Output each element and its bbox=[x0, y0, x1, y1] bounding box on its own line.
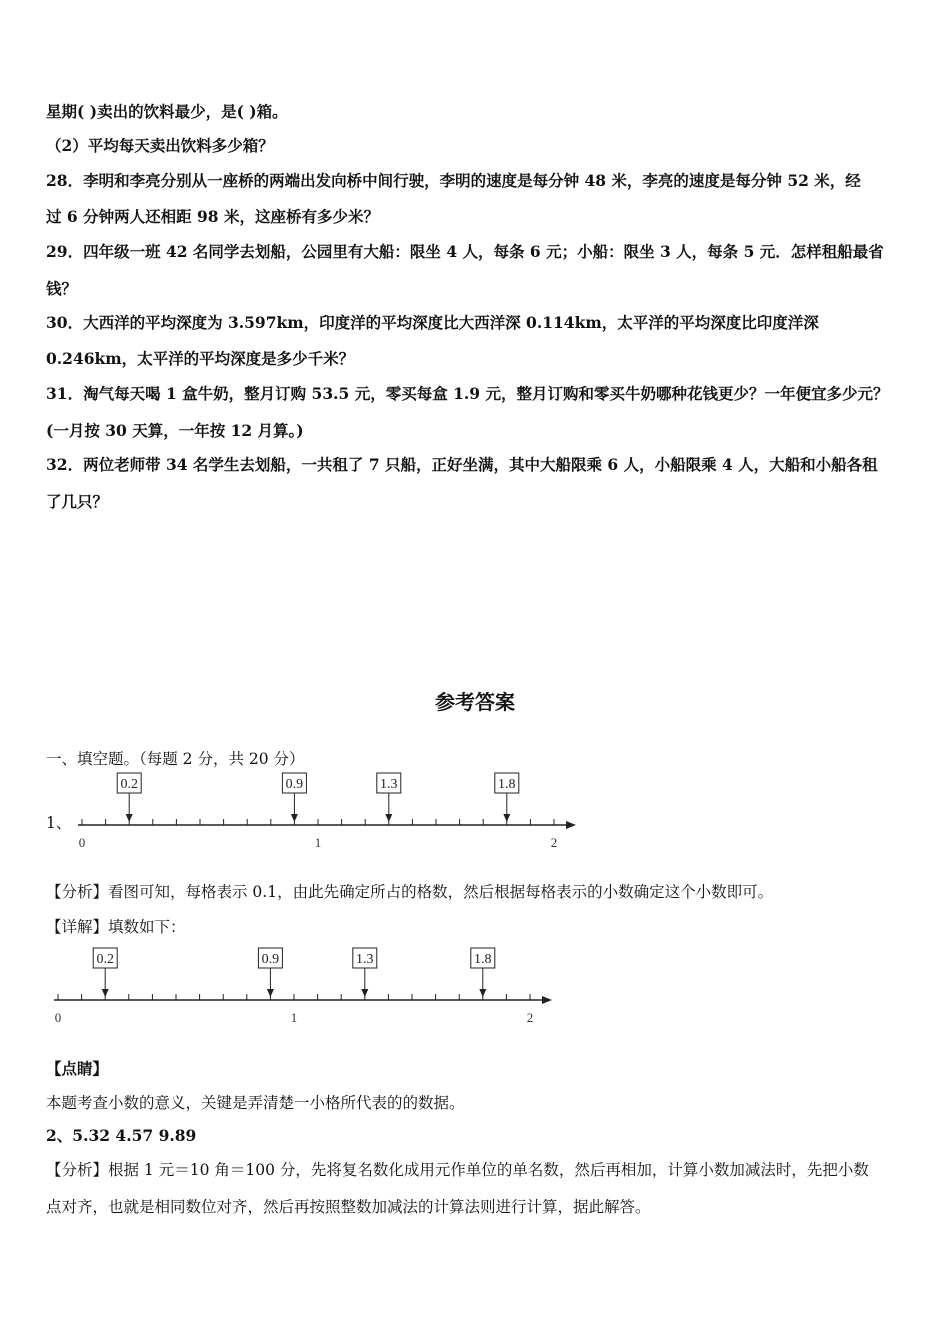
number-line-arrow bbox=[542, 996, 552, 1004]
analysis-2-line-1: 【分析】根据 1 元＝10 角＝100 分，先将复名数化成用元作单位的单名数，然后再相加，计算小数加减法时，先把小数 bbox=[46, 1161, 869, 1179]
question-32-line-2: 了几只？ bbox=[46, 492, 109, 511]
analysis-2-line-2: 点对齐，也就是相同数位对齐，然后再按照整数加减法的计算法则进行计算，据此解答。 bbox=[46, 1198, 651, 1216]
question-29-line-1: 29．四年级一班 42 名同学去划船，公园里有大船：限坐 4 人，每条 6 元；小船：限坐 3 人，每条 5 元．怎样租船最省 bbox=[46, 242, 884, 261]
answer-box-label: 0.9 bbox=[261, 952, 280, 967]
answers-title: 参考答案 bbox=[435, 690, 515, 714]
question-32-line-1: 32．两位老师带 34 名学生去划船，一共租了 7 只船，正好坐满，其中大船限乘 6 人，小船限乘 4 人，大船和小船各租 bbox=[46, 455, 878, 474]
pointer-arrow bbox=[291, 814, 298, 822]
question-30-line-1: 30．大西洋的平均深度为 3.597km，印度洋的平均深度比大西洋深 0.114km，太平洋的平均深度比印度洋深 bbox=[46, 313, 819, 332]
answer-box-label: 1.3 bbox=[356, 952, 374, 967]
item-1-label: 1、 bbox=[46, 814, 72, 832]
question-27-line-1: 星期( )卖出的饮料最少，是( )箱。 bbox=[46, 102, 288, 121]
comment-text: 本题考查小数的意义，关键是弄清楚一小格所代表的的数据。 bbox=[46, 1094, 465, 1112]
pointer-arrow bbox=[385, 814, 392, 822]
question-30-line-2: 0.246km，太平洋的平均深度是多少千米？ bbox=[46, 349, 355, 368]
number-line-question bbox=[0, 770, 950, 860]
number-line-tick-label: 1 bbox=[314, 835, 322, 850]
answer-box-label: 1.3 bbox=[380, 777, 398, 792]
answer-box-label: 0.2 bbox=[96, 952, 114, 967]
number-line-tick-label: 2 bbox=[550, 835, 558, 850]
answer-box-label: 0.2 bbox=[120, 777, 138, 792]
pointer-arrow bbox=[126, 814, 133, 822]
answer-box-label: 0.9 bbox=[285, 777, 304, 792]
number-line-tick-label: 1 bbox=[290, 1010, 298, 1025]
question-29-line-2: 钱？ bbox=[46, 279, 78, 298]
answer-box-label: 1.8 bbox=[474, 952, 492, 967]
pointer-arrow bbox=[479, 989, 486, 997]
question-28-line-2: 过 6 分钟两人还相距 98 米，这座桥有多少米？ bbox=[46, 207, 379, 226]
pointer-arrow bbox=[503, 814, 510, 822]
question-28-line-1: 28．李明和李亮分别从一座桥的两端出发向桥中间行驶，李明的速度是每分钟 48 米，李亮的速度是每分钟 52 米，经 bbox=[46, 171, 861, 190]
section-1-header: 一、填空题。（每题 2 分，共 20 分） bbox=[46, 750, 305, 768]
number-line-arrow bbox=[566, 821, 576, 829]
question-31-line-1: 31．淘气每天喝 1 盒牛奶，整月订购 53.5 元，零买每盒 1.9 元，整月订购和零买牛奶哪种花钱更少？一年便宜多少元？ bbox=[46, 384, 889, 403]
number-line-answer bbox=[0, 945, 950, 1035]
item-2-answers: 2、5.32 4.57 9.89 bbox=[46, 1126, 197, 1145]
pointer-arrow bbox=[361, 989, 368, 997]
number-line-tick-label: 2 bbox=[526, 1010, 534, 1025]
analysis-1: 【分析】看图可知，每格表示 0.1，由此先确定所占的格数，然后根据每格表示的小数确定这个小数即可。 bbox=[46, 883, 774, 901]
number-line-tick-label: 0 bbox=[54, 1010, 62, 1025]
answer-box-label: 1.8 bbox=[498, 777, 516, 792]
detail-1: 【详解】填数如下： bbox=[46, 918, 186, 936]
question-27-line-2: （2）平均每天卖出饮料多少箱？ bbox=[46, 136, 274, 155]
pointer-arrow bbox=[102, 989, 109, 997]
pointer-arrow bbox=[267, 989, 274, 997]
comment-header: 【点睛】 bbox=[46, 1059, 109, 1078]
question-31-line-2: (一月按 30 天算，一年按 12 月算。) bbox=[46, 421, 304, 440]
number-line-tick-label: 0 bbox=[78, 835, 86, 850]
